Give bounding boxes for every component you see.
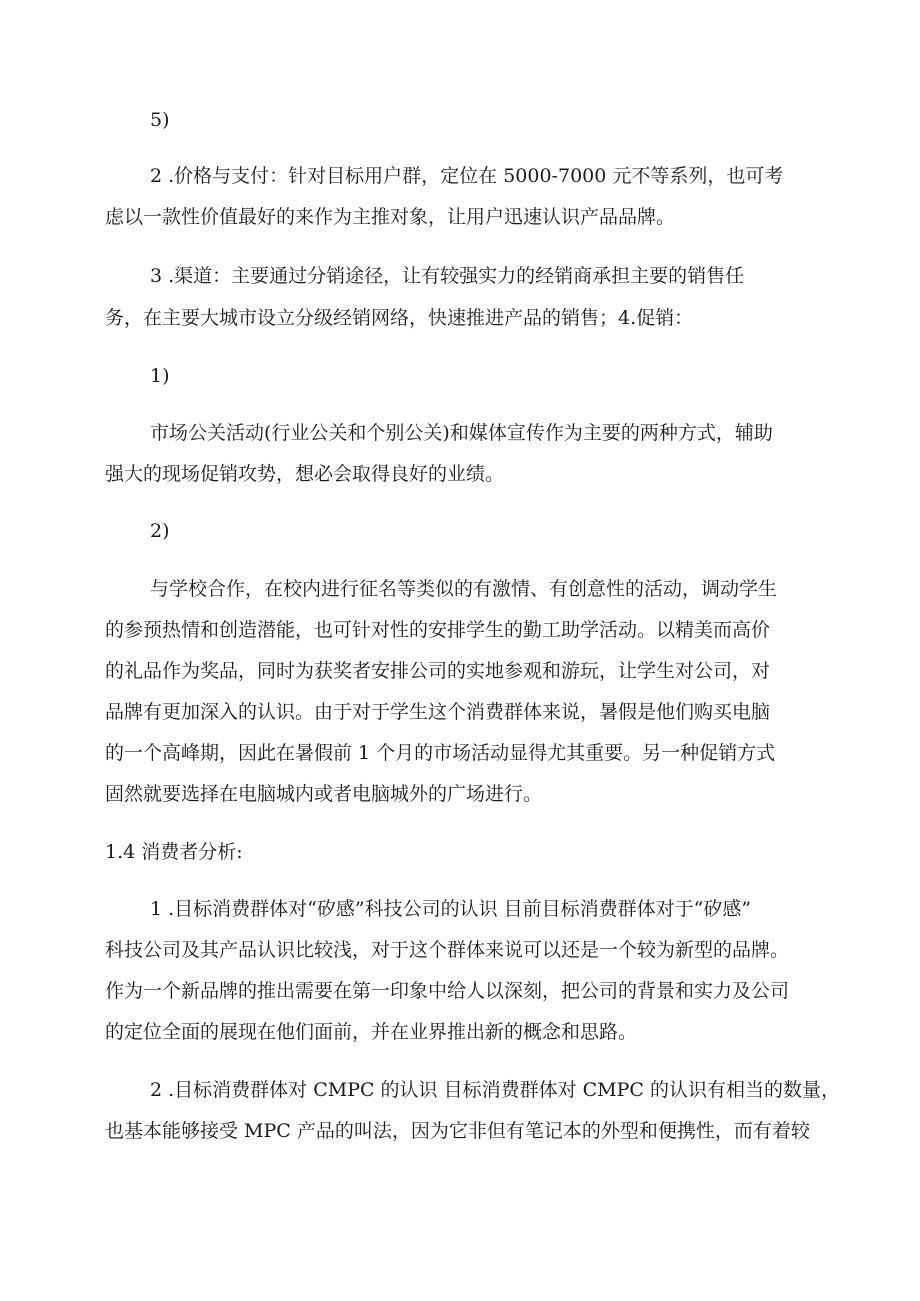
paragraph-pr-line-2: 强大的现场促销攻势，想必会取得良好的业绩。 [105, 463, 505, 485]
paragraph-school-line-1: 与学校合作，在校内进行征名等类似的有激情、有创意性的活动，调动学生 [150, 578, 778, 600]
section-heading-consumer-analysis: 1.4 消费者分析: [105, 841, 243, 863]
paragraph-school-line-4: 品牌有更加深入的认识。由于对于学生这个消费群体来说，暑假是他们购买电脑 [105, 701, 771, 723]
list-marker-5: 5) [150, 109, 170, 131]
list-marker-2: 2) [150, 520, 170, 542]
paragraph-company-awareness-line-3: 作为一个新品牌的推出需要在第一印象中给人以深刻，把公司的背景和实力及公司 [105, 980, 790, 1002]
paragraph-pr-line-1: 市场公关活动(行业公关和个别公关)和媒体宣传作为主要的两种方式，辅助 [150, 422, 773, 444]
paragraph-price-line-1: 2 .价格与支付：针对目标用户群，定位在 5000-7000 元不等系列，也可考 [150, 165, 784, 187]
paragraph-school-line-3: 的礼品作为奖品，同时为获奖者安排公司的实地参观和游玩，让学生对公司，对 [105, 660, 771, 682]
paragraph-channel-line-1: 3 .渠道：主要通过分销途径，让有较强实力的经销商承担主要的销售任 [150, 265, 745, 287]
paragraph-company-awareness-line-4: 的定位全面的展现在他们面前，并在业界推出新的概念和思路。 [105, 1021, 638, 1043]
paragraph-school-line-6: 固然就要选择在电脑城内或者电脑城外的广场进行。 [105, 783, 543, 805]
paragraph-school-line-2: 的参预热情和创造潜能，也可针对性的安排学生的勤工助学活动。以精美而高价 [105, 619, 771, 641]
paragraph-company-awareness-line-1: 1 .目标消费群体对“矽感”科技公司的认识 目前目标消费群体对于“矽感” [150, 898, 752, 920]
list-marker-1: 1) [150, 365, 170, 387]
paragraph-channel-line-2: 务，在主要大城市设立分级经销网络，快速推进产品的销售；4.促销： [105, 307, 694, 329]
paragraph-school-line-5: 的一个高峰期，因此在暑假前 1 个月的市场活动显得尤其重要。另一种促销方式 [105, 742, 776, 764]
paragraph-company-awareness-line-2: 科技公司及其产品认识比较浅，对于这个群体来说可以还是一个较为新型的品牌。 [105, 939, 790, 961]
paragraph-price-line-2: 虑以一款性价值最好的来作为主推对象，让用户迅速认识产品品牌。 [105, 206, 676, 228]
paragraph-cmpc-awareness-line-1: 2 .目标消费群体对 CMPC 的认识 目标消费群体对 CMPC 的认识有相当的数量， [150, 1079, 840, 1101]
paragraph-cmpc-awareness-line-2: 也基本能够接受 MPC 产品的叫法，因为它非但有笔记本的外型和便携性，而有着较 [105, 1120, 810, 1142]
